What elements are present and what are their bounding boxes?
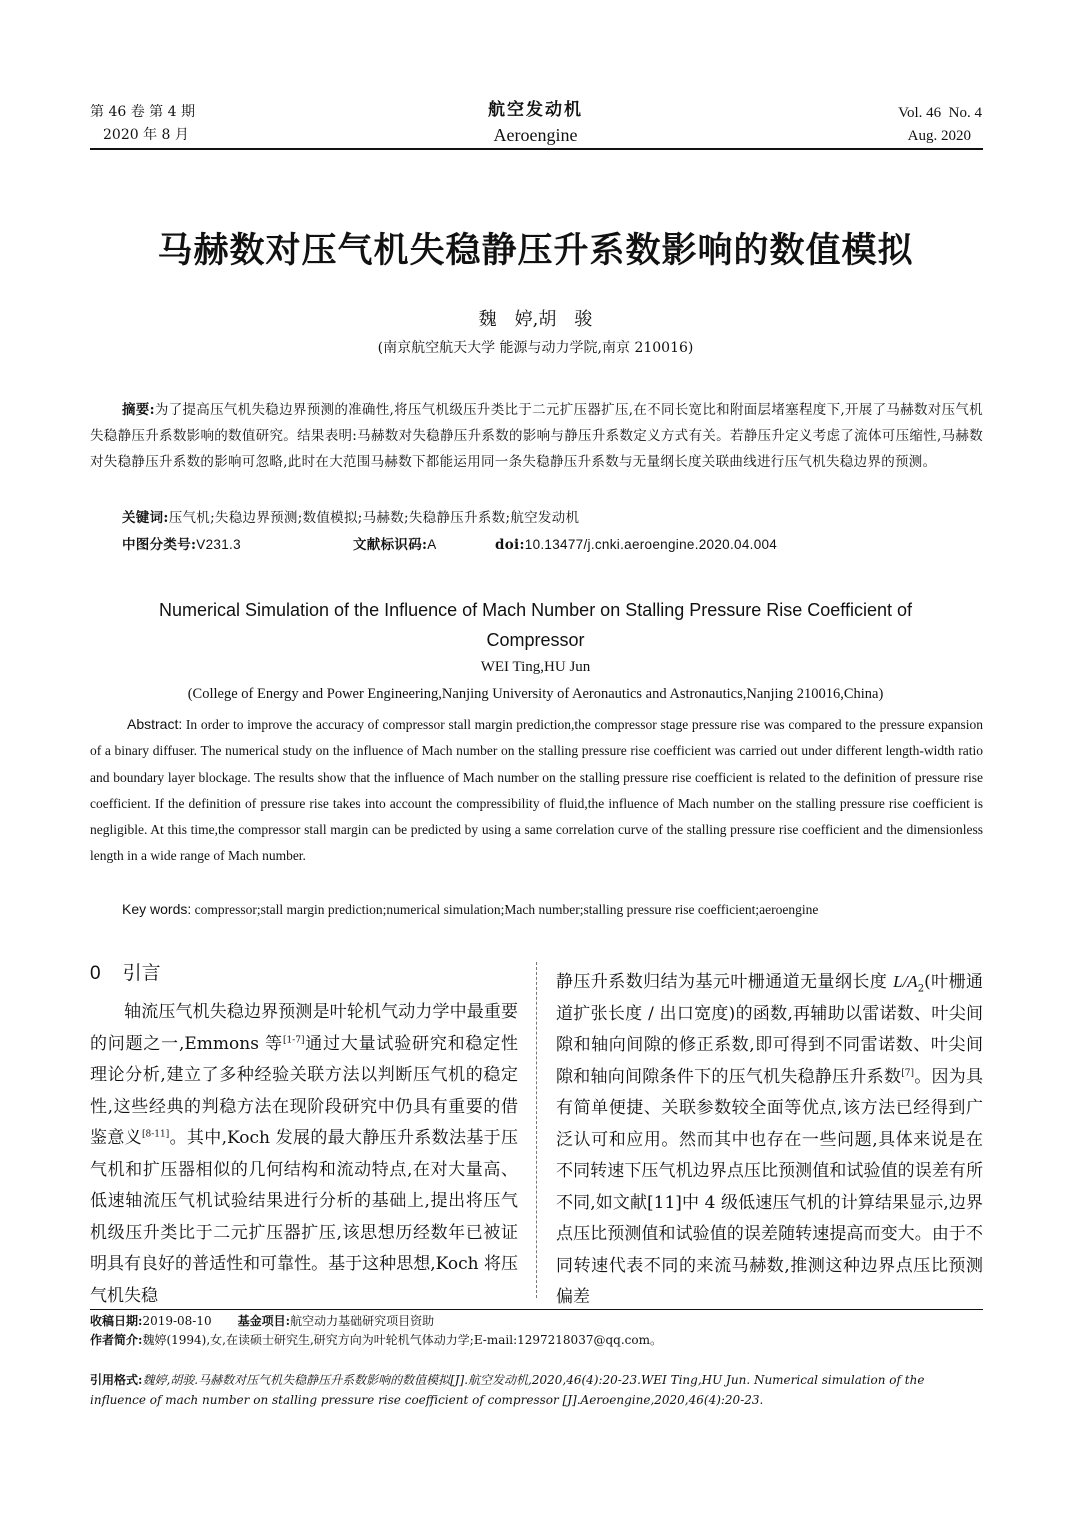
doi <box>495 532 777 558</box>
keywords-cn <box>122 505 983 531</box>
doc-value: A <box>427 537 437 552</box>
doc-label: 文献标识码: <box>353 537 428 553</box>
section-heading <box>90 960 161 988</box>
citation-ref: [8-11] <box>142 1129 170 1140</box>
column-divider <box>536 962 537 1298</box>
clc-value: V231.3 <box>196 537 241 552</box>
abstract-cn <box>90 397 983 475</box>
journal-name-cn: 航空发动机 <box>488 100 583 120</box>
body-right-text-2: (叶栅通道扩张长度 / 出口宽度)的函数,再辅助以雷诺数、叶尖间隙和轴向间隙的修正系数,即可得到不同雷诺数、叶尖间隙和轴向间隙条件下的压气机失稳静压升系数 <box>556 972 984 1087</box>
abstract-en <box>90 711 983 870</box>
citation-label: 引用格式: <box>90 1373 143 1387</box>
doi-value: 10.13477/j.cnki.aeroengine.2020.04.004 <box>524 537 778 552</box>
variable-l-over-a: L/A <box>893 972 918 991</box>
keywords-en-text: compressor;stall margin prediction;numerical simulation;Mach number;stalling pressure rise coefficient;aeroengine <box>191 902 819 917</box>
doc-code <box>353 532 437 558</box>
variable-subscript: 2 <box>917 983 925 995</box>
title-en-line-1: Numerical Simulation of the Influence of Mach Number on Stalling Pressure Rise Coefficient of <box>158 600 913 620</box>
body-left-text-3: 。其中,Koch 发展的最大静压升系数法基于压气机和扩压器相似的几何结构和流动特点,在对大量高、低速轴流压气机试验结果进行分析的基础上,提出将压气机级压升类比于二元扩压器扩压,该思想历经数年已被证明具有良好的普适性和可靠性。基于这种思想,Koch 将压气机失稳 <box>90 1128 518 1306</box>
authors-en: WEI Ting,HU Jun <box>480 659 591 675</box>
keywords-en <box>122 896 983 923</box>
body-right-column <box>556 966 983 1314</box>
keywords-en-label: Key words: <box>122 901 192 917</box>
volume-issue-en: Vol. 46 No. 4 <box>898 105 982 121</box>
received-label: 收稿日期: <box>90 1314 143 1328</box>
footnote-author <box>90 1331 983 1350</box>
body-left-text-1: 轴流压气机失稳边界预测是叶轮机气动力学中最重要的问题之一,Emmons 等 <box>90 1002 518 1054</box>
citation-value: 魏婷,胡骏.马赫数对压气机失稳静压升系数影响的数值模拟[J].航空发动机,2020,46(4):20-23.WEI Ting,HU Jun. Numerical simulation of the influence of mach number on stalling pressure rise coefficient of compressor [J].Aeroengine,2020,46(4):20-23. <box>90 1373 925 1407</box>
citation-ref: [1-7] <box>282 1034 305 1045</box>
abstract-cn-text: 为了提高压气机失稳边界预测的准确性,将压气机级压升类比于二元扩压器扩压,在不同长宽比和附面层堵塞程度下,开展了马赫数对压气机失稳静压升系数影响的数值研究。结果表明:马赫数对失稳静压升系数的影响与静压升系数定义方式有关。若静压升定义考虑了流体可压缩性,马赫数对失稳静压升系数的影响可忽略,此时在大范围马赫数下都能运用同一条失稳静压升系数与无量纲长度关联曲线进行压气机失稳边界的预测。 <box>90 402 983 470</box>
citation-ref: [7] <box>901 1067 914 1078</box>
keywords-cn-text: 压气机;失稳边界预测;数值模拟;马赫数;失稳静压升系数;航空发动机 <box>168 510 580 526</box>
title-en-line-2: Compressor <box>486 630 585 650</box>
footnote-rule <box>90 1309 983 1310</box>
clc <box>122 532 241 558</box>
body-left-text-2: 通过大量试验研究和稳定性理论分析,建立了多种经验关联方法以判断压气机的稳定性,这些经典的判稳方法在现阶段研究中仍具有重要的借鉴意义 <box>90 1033 518 1148</box>
abstract-en-label: Abstract: <box>127 716 183 732</box>
affiliation-cn: (南京航空航天大学 能源与动力学院,南京 210016) <box>377 340 694 356</box>
volume-issue-cn: 第 46 卷 第 4 期 <box>90 104 195 120</box>
section-number: 0 <box>90 963 101 984</box>
section-title: 引言 <box>122 963 161 984</box>
author-label: 作者简介: <box>90 1333 143 1347</box>
footnote-citation <box>90 1370 983 1410</box>
affiliation-en: (College of Energy and Power Engineering,Nanjing University of Aeronautics and Astronautics,Nanjing 210016,China) <box>187 686 884 702</box>
footnote-received-fund <box>90 1312 983 1331</box>
doi-label: doi: <box>495 537 525 553</box>
journal-name-en: Aeroengine <box>493 125 578 145</box>
keywords-cn-label: 关键词: <box>122 510 169 526</box>
fund-value: 航空动力基础研究项目资助 <box>290 1314 435 1328</box>
abstract-cn-label: 摘要: <box>122 402 155 418</box>
classification-line <box>122 532 983 558</box>
body-left-column <box>90 997 518 1312</box>
author-value: 魏婷(1994),女,在读硕士研究生,研究方向为叶轮机气体动力学;E-mail:1297218037@qq.com。 <box>142 1333 662 1347</box>
title-cn: 马赫数对压气机失稳静压升系数影响的数值模拟 <box>157 230 914 271</box>
date-en: Aug. 2020 <box>907 128 971 144</box>
clc-label: 中图分类号: <box>122 537 197 553</box>
received-value: 2019-08-10 <box>142 1314 212 1328</box>
fund-label: 基金项目: <box>237 1314 291 1328</box>
body-right-text-3: 。因为具有简单便捷、关联参数较全面等优点,该方法已经得到广泛认可和应用。然而其中也存在一些问题,具体来说是在不同转速下压气机边界点压比预测值和试验值的误差有所不同,如文献[11]中 4 级低速压气机的计算结果显示,边界点压比预测值和试验值的误差随转速提高而变大。由于不同转速代表不同的来流马赫数,推测这种边界点压比预测偏差 <box>556 1066 984 1307</box>
header-rule <box>90 148 983 150</box>
title-en <box>0 595 1071 655</box>
date-cn: 2020 年 8 月 <box>103 127 189 143</box>
abstract-en-text: In order to improve the accuracy of compressor stall margin prediction,the compressor stage pressure rise was compared to the pressure expansion of a binary diffuser. The numerical study on the influence of Mach number on the stalling pressure rise coefficient was carried out under different length-width ratio and boundary layer blockage. The results show that the influence of Mach number on the stalling pressure rise coefficient is related to the definition of pressure rise coefficient. If the definition of pressure rise takes into account the compressibility of fluid,the influence of Mach number on the stalling pressure rise coefficient is negligible. At this time,the compressor stall margin can be predicted by using a same correlation curve of the stalling pressure rise coefficient and the dimensionless length in a wide range of Mach number. <box>90 717 983 864</box>
body-right-text-1: 静压升系数归结为基元叶栅通道无量纲长度 <box>556 972 894 992</box>
authors-cn: 魏 婷,胡 骏 <box>478 309 593 330</box>
